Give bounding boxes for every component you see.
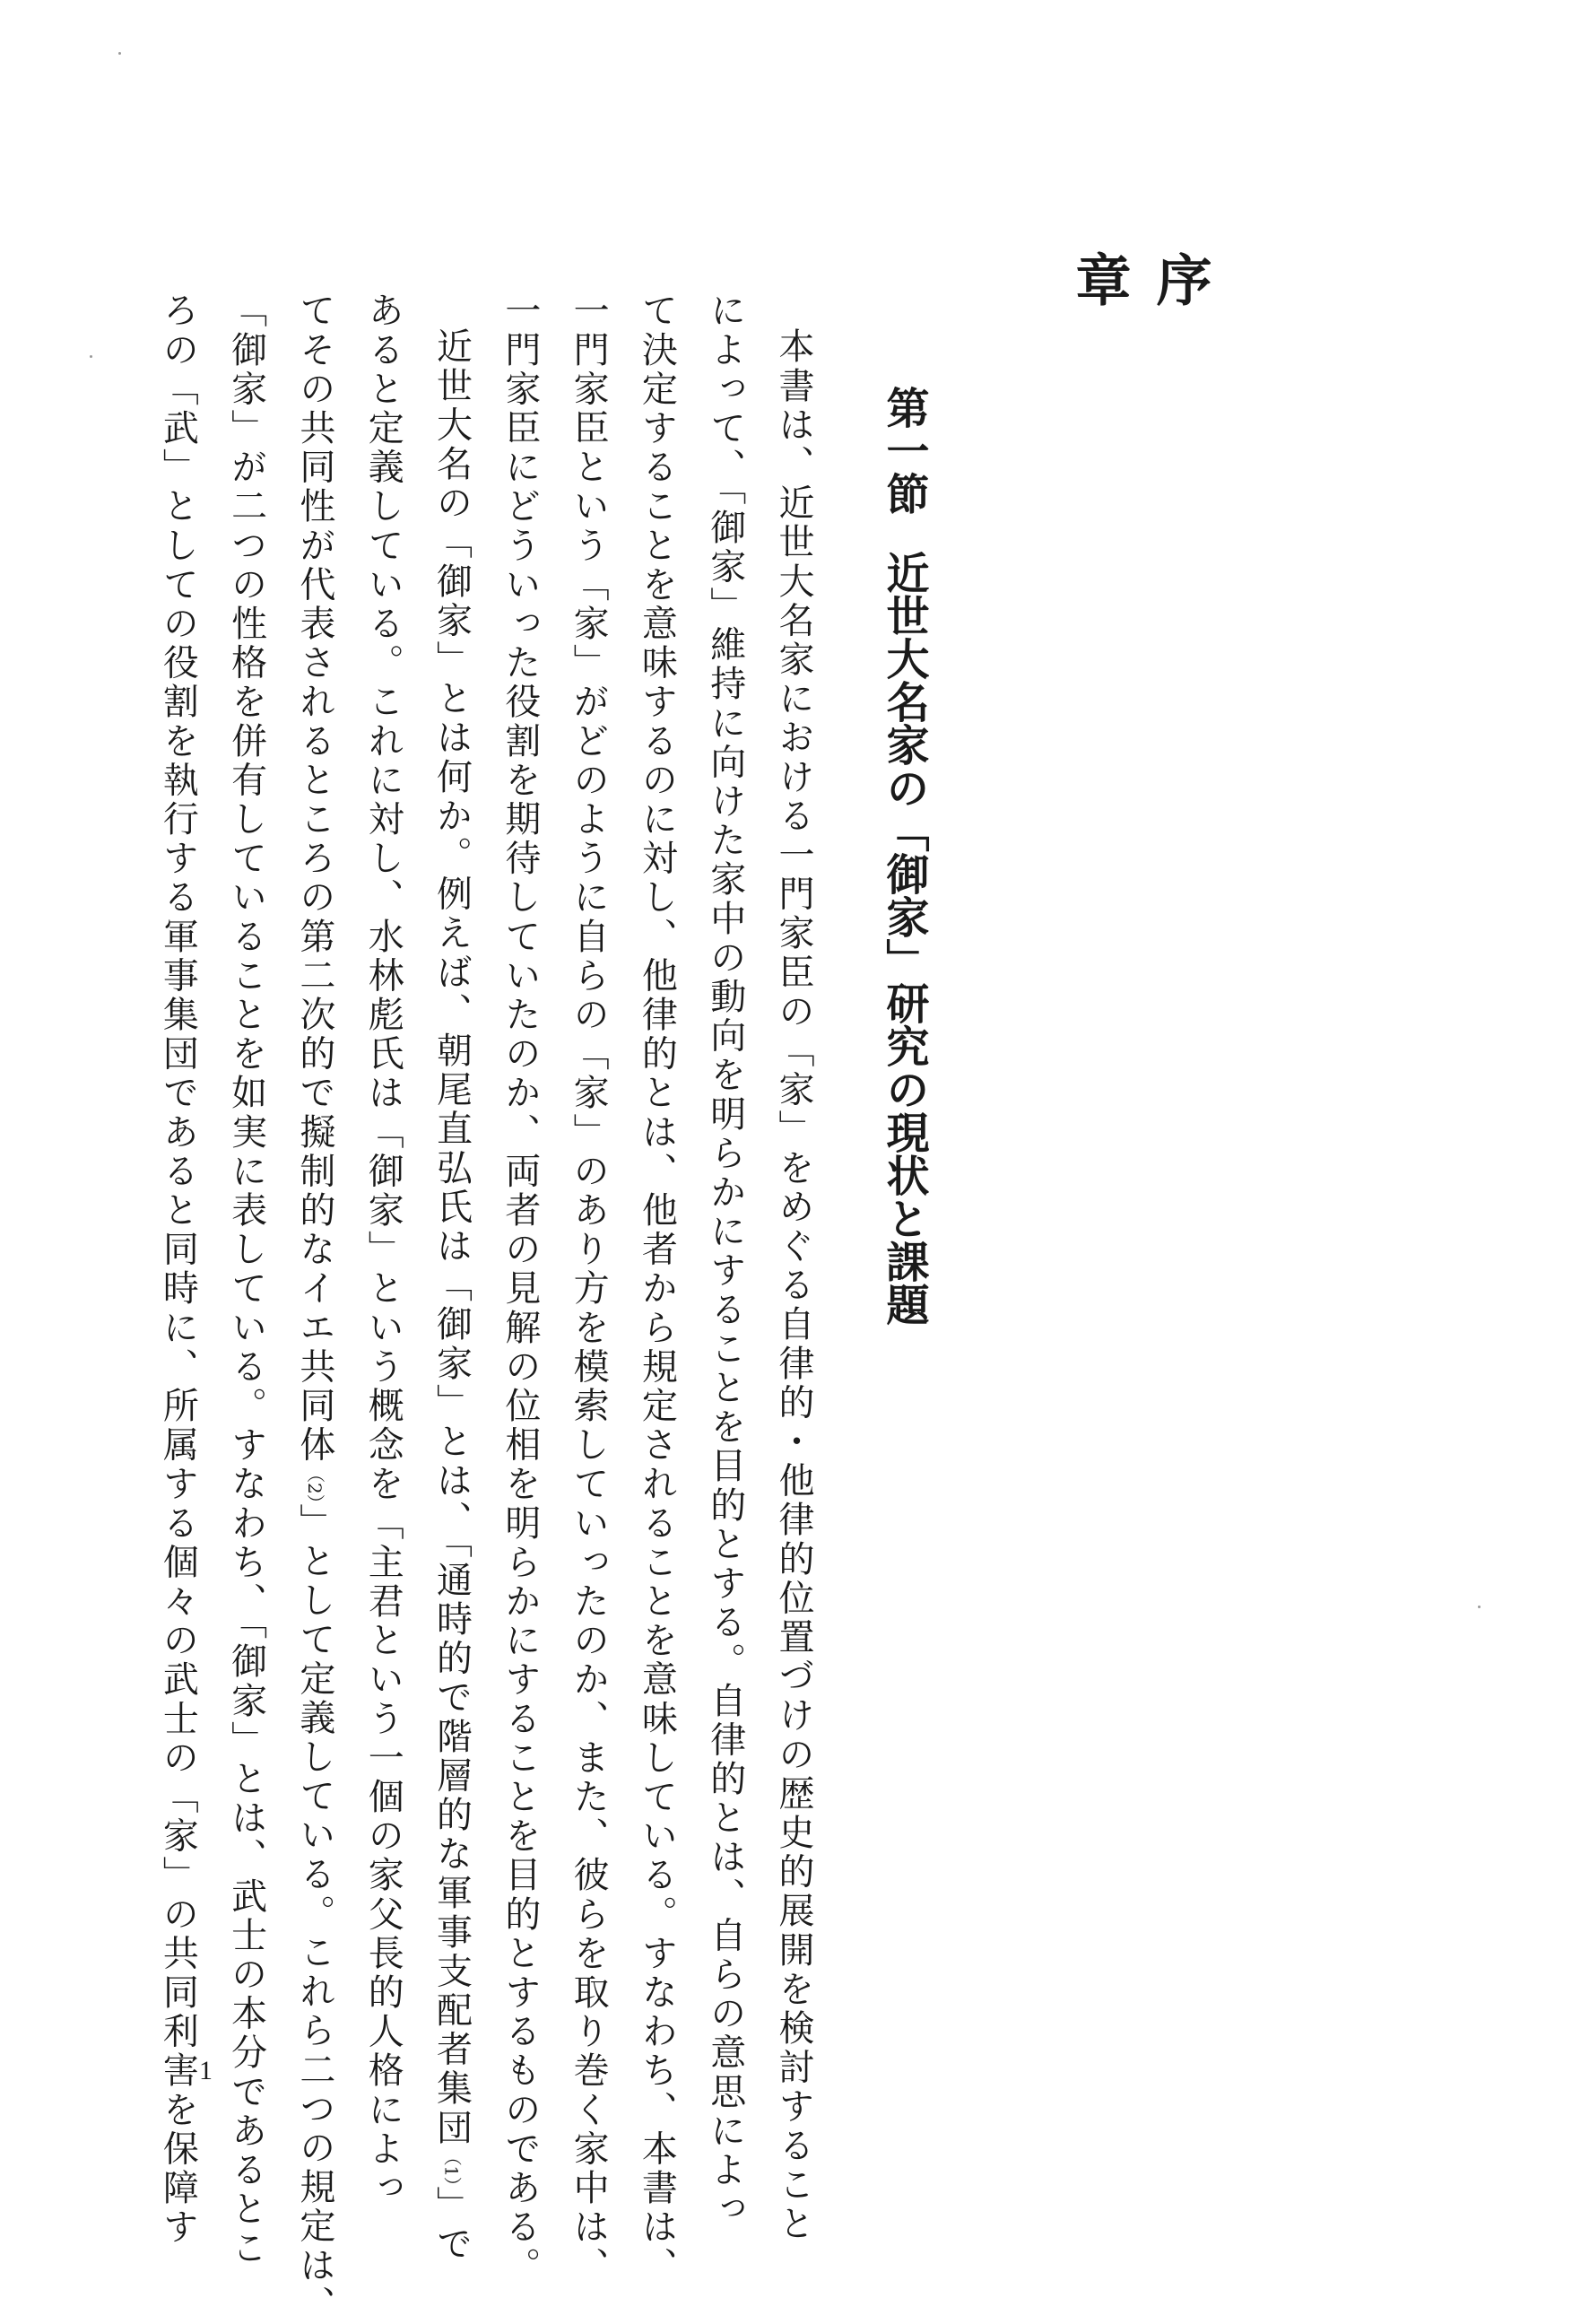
- text-line: [281, 292, 349, 2324]
- text-line-continuation: 」として定義している。これら二つの規定は、: [293, 1502, 335, 2324]
- text-line-content: 本書は、近世大名家における一門家臣の「家」をめぐる自律的・他律的位置づけの歴史的展開を検討すること: [773, 327, 814, 2244]
- text-line: [760, 292, 828, 2244]
- chapter-title: 序 章: [1066, 251, 1212, 448]
- page-number: 1: [199, 2056, 213, 2085]
- text-line: [212, 292, 280, 2268]
- text-line-content: ろの「武」としての役割を執行する軍事集団であると同時に、所属する個々の武士の「家」の共同利害を保障す: [157, 292, 199, 2247]
- text-line-content: 一門家臣という「家」がどのように自らの「家」のあり方を模索していったのか、また、彼らを取り巻く家中は、: [568, 292, 610, 2286]
- text-line: [486, 292, 554, 2286]
- text-line: [690, 292, 759, 2229]
- text-line: [143, 292, 212, 2247]
- section-heading: [872, 386, 936, 1326]
- footnote-marker: （1）: [440, 2147, 463, 2186]
- text-line-content: 近世大名の「御家」とは何か。例えば、朝尾直弘氏は「御家」とは、「通時的で階層的な軍事支配者集団: [430, 327, 473, 2148]
- text-line-content: 一門家臣にどういった役割を期待していたのか、両者の見解の位相を明らかにすることを目的とするものである。: [499, 292, 541, 2286]
- footnote-marker: （2）: [303, 1465, 326, 1503]
- text-line-content: てその共同性が代表されるところの第二次的で擬制的なイエ共同体: [293, 292, 335, 1465]
- text-line: [349, 292, 417, 2208]
- text-line: [622, 292, 690, 2286]
- text-line-continuation: 」で: [430, 2185, 473, 2265]
- section-number: 第一節: [879, 386, 929, 515]
- text-line-content: によって、「御家」維持に向けた家中の動向を明らかにすることを目的とする。自律的とは、自らの意思によっ: [704, 292, 746, 2229]
- scan-speck: [90, 355, 92, 358]
- text-line-content: あると定義している。これに対し、水林彪氏は「御家」という概念を「主君という一個の家父長的人格によっ: [362, 292, 404, 2208]
- text-line: [554, 292, 622, 2286]
- section-title: 近世大名家の「御家」研究の現状と課題: [879, 551, 929, 1326]
- scan-speck: [118, 52, 121, 55]
- text-line-content: 「御家」が二つの性格を併有していることを如実に表している。すなわち、「御家」とは、武士の本分であるとこ: [225, 292, 267, 2268]
- text-line: [417, 292, 485, 2265]
- body-text: [143, 292, 828, 2324]
- text-line-content: て決定することを意味するのに対し、他律的とは、他者から規定されることを意味している。すなわち、本書は、: [636, 292, 678, 2286]
- scan-speck: [1478, 1606, 1481, 1608]
